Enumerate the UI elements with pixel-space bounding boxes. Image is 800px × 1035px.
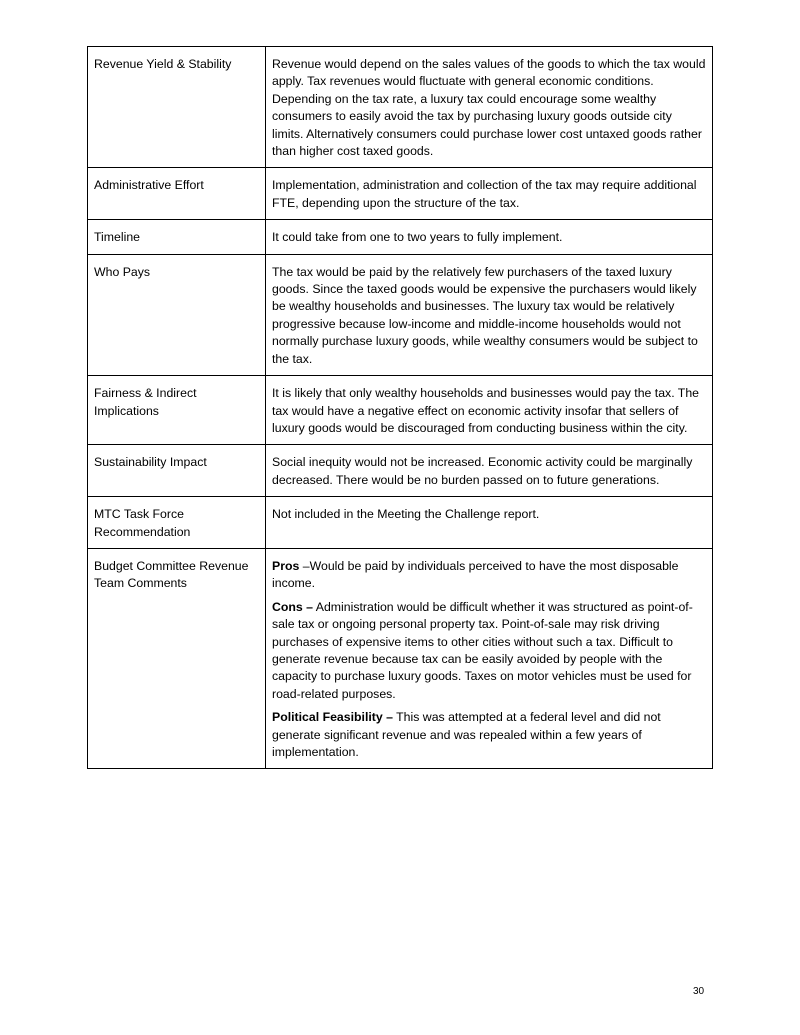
row-label: MTC Task Force Recommendation — [88, 497, 266, 549]
row-value: The tax would be paid by the relatively few purchasers of the taxed luxury goods. Since the taxed goods would be expensive the purchasers would likely be wealthy households and businesses. The luxury tax would be relatively progressive because low-income and middle-income households would not normally purchase luxury goods, while wealthy consumers would be subject to the tax. — [266, 254, 713, 375]
page-number: 30 — [693, 986, 705, 997]
row-label: Who Pays — [88, 254, 266, 375]
row-label: Fairness & Indirect Implications — [88, 376, 266, 445]
row-value: It is likely that only wealthy households and businesses would pay the tax. The tax would have a negative effect on economic activity insofar that sellers of luxury goods would be discouraged from conducting business within the city. — [266, 376, 713, 445]
table-row-revenue-yield — [88, 47, 713, 168]
row-value: Social inequity would not be increased. Economic activity could be marginally decreased. There would be no burden passed on to future generations. — [266, 445, 713, 497]
cons-paragraph: Cons – Administration would be difficult whether it was structured as point-of-sale tax or ongoing personal property tax. Point-of-sale may risk driving purchases of expensive items to other cities without such a tax. Difficult to generate revenue because tax can be easily avoided by people with the capacity to purchase luxury goods. Taxes on motor vehicles must be used for road-related purposes. — [272, 599, 693, 701]
political-feasibility-heading: Political Feasibility – — [272, 710, 393, 725]
table-row-sustainability — [88, 445, 713, 497]
row-label: Administrative Effort — [88, 168, 266, 220]
table-row-budget-committee-comments — [88, 548, 713, 768]
row-value: Not included in the Meeting the Challenge report. — [266, 497, 713, 549]
luxury-tax-evaluation-table — [87, 46, 713, 769]
row-value: It could take from one to two years to fully implement. — [266, 220, 713, 254]
row-value: Implementation, administration and collection of the tax may require additional FTE, depending upon the structure of the tax. — [266, 168, 713, 220]
row-value: Revenue would depend on the sales values of the goods to which the tax would apply. Tax revenues would fluctuate with general economic conditions. Depending on the tax rate, a luxury tax could encourage some wealthy consumers to easily avoid the tax by purchasing luxury goods outside city limits. Alternatively consumers could purchase lower cost untaxed goods rather than higher cost taxed goods. — [266, 47, 713, 168]
row-label: Timeline — [88, 220, 266, 254]
table-row-mtc-recommendation — [88, 497, 713, 549]
table-row-administrative-effort — [88, 168, 713, 220]
row-label: Budget Committee Revenue Team Comments — [88, 548, 266, 768]
table-row-timeline — [88, 220, 713, 254]
table-row-who-pays — [88, 254, 713, 375]
row-value — [266, 548, 713, 768]
row-label: Revenue Yield & Stability — [88, 47, 266, 168]
row-label: Sustainability Impact — [88, 445, 266, 497]
pros-paragraph: Pros –Would be paid by individuals perceived to have the most disposable income. — [272, 558, 679, 591]
political-feasibility-paragraph: Political Feasibility – This was attempted at a federal level and did not generate significant revenue and was repealed within a few years of implementation. — [272, 710, 661, 759]
pros-heading: Pros — [272, 558, 300, 573]
cons-heading: Cons – — [272, 599, 313, 614]
table-row-fairness — [88, 376, 713, 445]
